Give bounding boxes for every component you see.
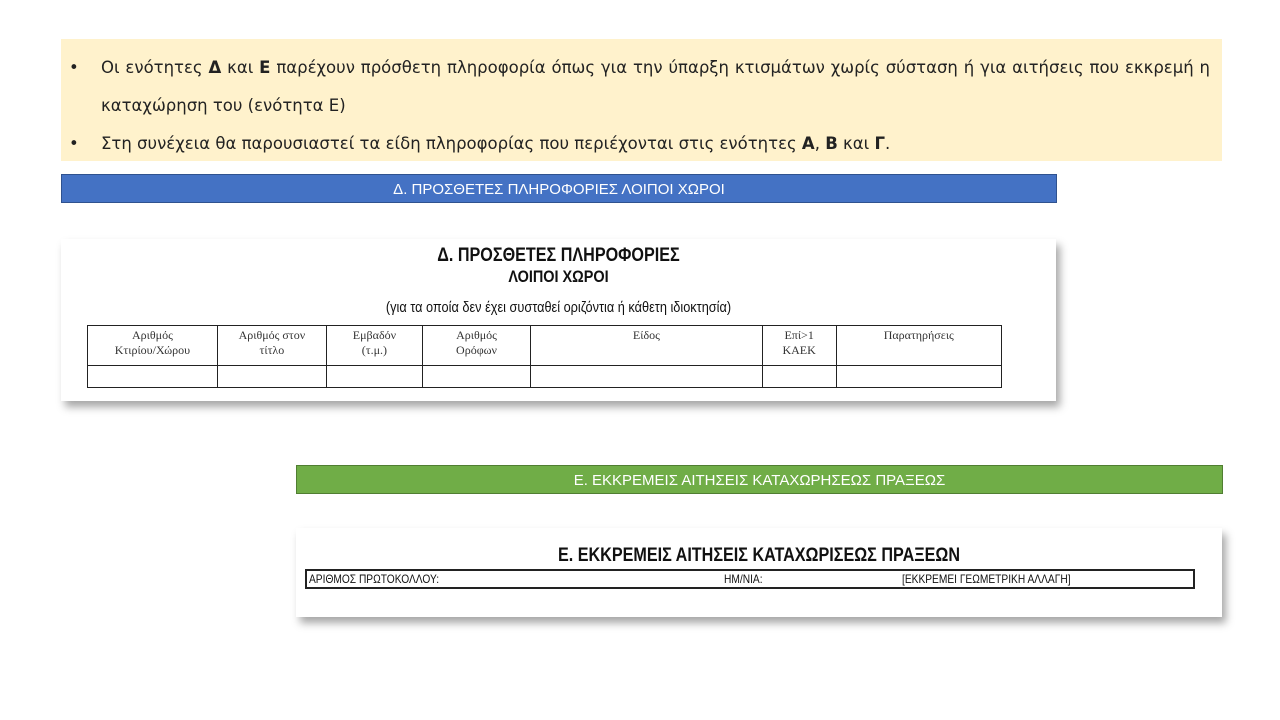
column-header [836,326,1001,366]
header-line: Αριθμός [456,328,497,342]
table-cell [217,366,326,388]
header-line: Εμβαδόν [352,328,397,342]
protocol-label: ΑΡΙΘΜΟΣ ΠΡΩΤΟΚΟΛΛΟΥ: [309,572,440,586]
table-header-row [88,326,1002,366]
header-line: ΚΑΕΚ [782,343,816,357]
section-d-scan [61,239,1056,401]
section-d-banner: Δ. ΠΡΟΣΘΕΤΕΣ ΠΛΗΡΟΦΟΡΙΕΣ ΛΟΙΠΟΙ ΧΩΡΟΙ [61,174,1057,203]
column-header [762,326,836,366]
scan-note: (για τα οποία δεν έχει συσταθεί οριζόντια ή κάθετη ιδιοκτησία) [385,299,732,316]
section-e-scan [296,528,1222,617]
header-line: τίτλο [259,343,285,357]
section-d-table [87,325,1002,388]
text: και [837,134,875,153]
bold-text: Β [825,134,838,153]
header-line: Αριθμός στον [238,328,306,342]
table-row [88,366,1002,388]
column-header [531,326,763,366]
text: Οι ενότητες [101,58,209,77]
scan-title: Δ. ΠΡΟΣΘΕΤΕΣ ΠΛΗΡΟΦΟΡΙΕΣ [437,245,680,266]
text: παρέχουν πρόσθετη πληροφορία όπως για την ύπαρξη κτισμάτων χωρίς σύσταση ή για αιτήσεις που εκκρεμή η καταχώρηση του (ενότητα Ε) [101,58,1210,115]
text: , [814,134,826,153]
header-line: (τ.μ.) [361,343,388,357]
scan-subtitle: ΛΟΙΠΟΙ ΧΩΡΟΙ [508,267,609,286]
header-line: Επί>1 [784,328,814,342]
column-header [217,326,326,366]
bullet-2 [101,125,1210,163]
table-cell [326,366,422,388]
status-label: [ΕΚΚΡΕΜΕΙ ΓΕΩΜΕΤΡΙΚΗ ΑΛΛΑΓΗ] [902,572,1071,586]
section-e-banner: Ε. ΕΚΚΡΕΜΕΙΣ ΑΙΤΗΣΕΙΣ ΚΑΤΑΧΩΡΗΣΕΩΣ ΠΡΑΞΕΩΣ [296,465,1223,494]
table-cell [88,366,218,388]
bold-text: Ε [259,58,271,77]
bold-text: Γ [874,134,885,153]
bold-text: Α [801,134,815,153]
info-box [61,39,1222,161]
bullet-1 [101,49,1210,125]
text: και [221,58,260,77]
header-line: Αριθμός [132,328,173,342]
column-header [88,326,218,366]
date-label: ΗΜ/ΝΙΑ: [724,572,763,586]
bold-text: Δ [208,58,222,77]
column-header [422,326,530,366]
header-line: Είδος [632,328,660,342]
header-line: Κτιρίου/Χώρου [114,343,191,357]
scan-title: Ε. ΕΚΚΡΕΜΕΙΣ ΑΙΤΗΣΕΙΣ ΚΑΤΑΧΩΡΙΣΕΩΣ ΠΡΑΞΕΩΝ [557,545,961,566]
table-cell [422,366,530,388]
header-line: Ορόφων [456,343,497,357]
table-cell [762,366,836,388]
column-header [326,326,422,366]
text: . [884,134,891,153]
pending-row [305,569,1195,589]
text: Στη συνέχεια θα παρουσιαστεί τα είδη πληροφορίας που περιέχονται στις ενότητες [101,134,802,153]
header-line: Παρατηρήσεις [883,328,954,342]
table-cell [531,366,763,388]
table-cell [836,366,1001,388]
